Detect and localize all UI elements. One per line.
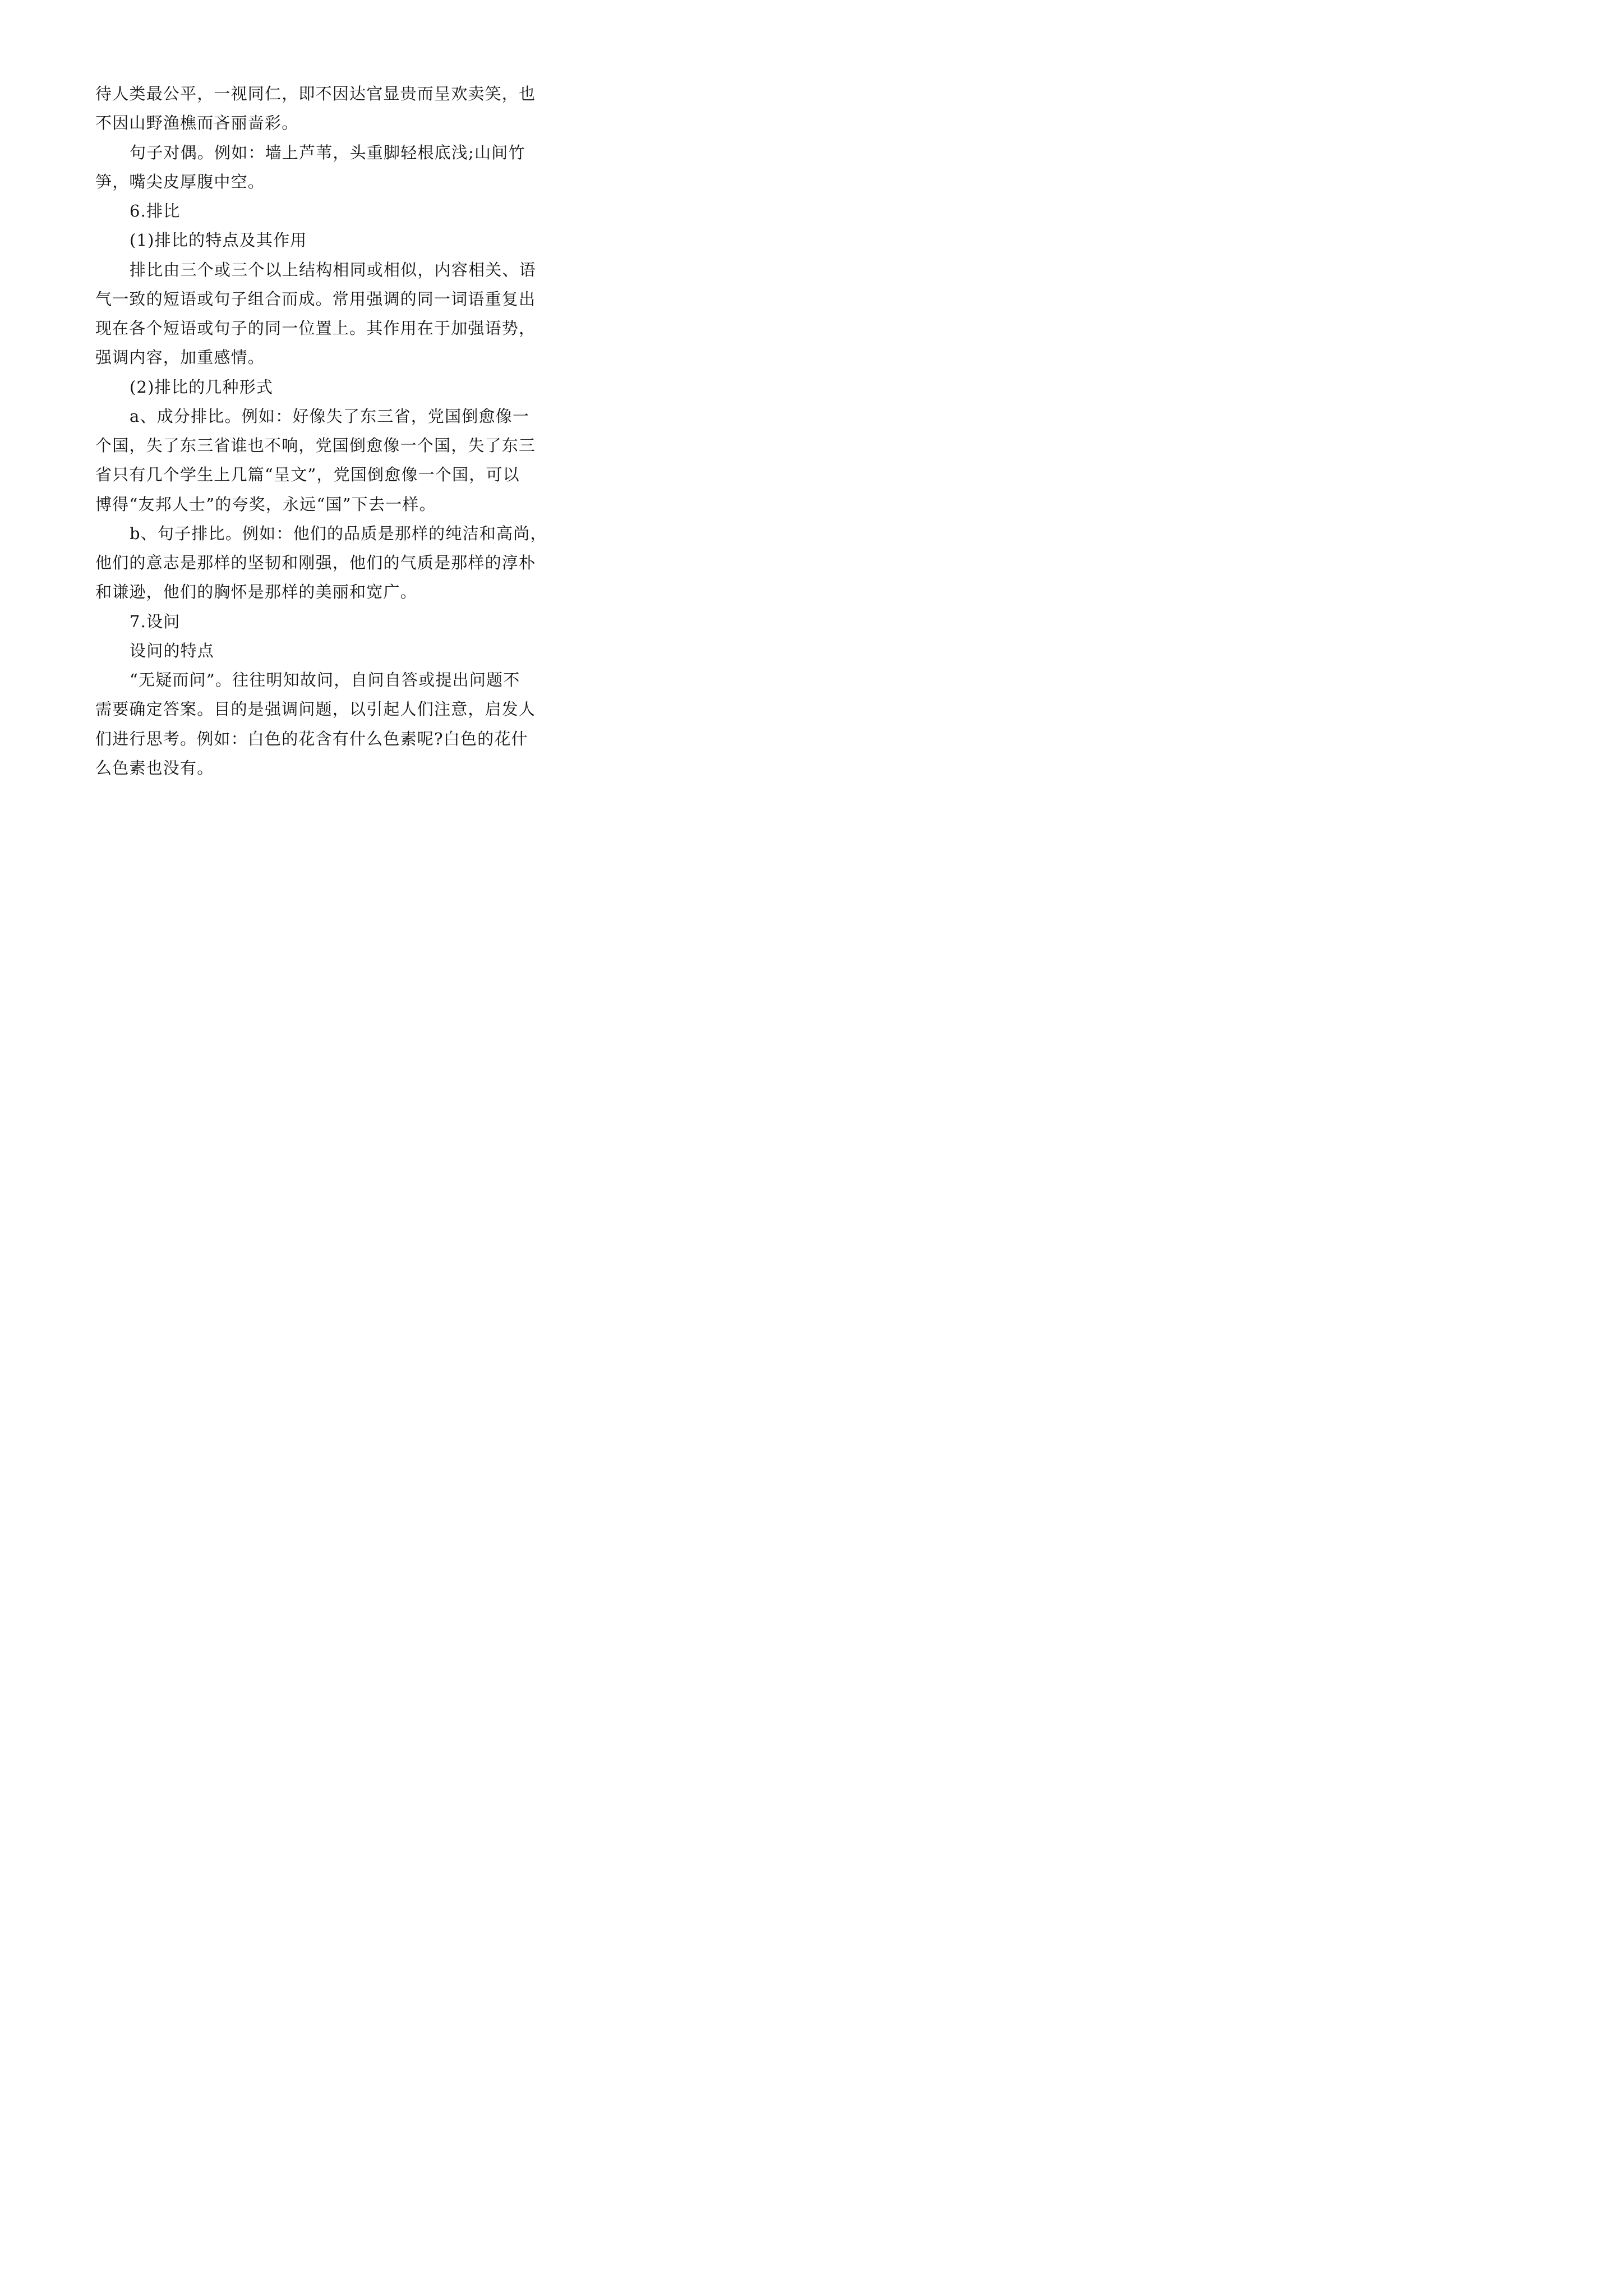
paragraph-line: 不因山野渔樵而吝丽啬彩。 bbox=[95, 113, 299, 132]
paragraph-line: 他们的意志是那样的坚韧和刚强，他们的气质是那样的淳朴 bbox=[95, 553, 536, 572]
paragraph-line: a、成分排比。例如：好像失了东三省，党国倒愈像一 bbox=[130, 407, 530, 426]
paragraph-line: 排比由三个或三个以上结构相同或相似，内容相关、语 bbox=[130, 260, 536, 279]
paragraph-line: 强调内容，加重感情。 bbox=[95, 348, 265, 367]
paragraph-line: 句子对偶。例如：墙上芦苇，头重脚轻根底浅;山间竹 bbox=[130, 143, 525, 162]
subsection-heading: (2)排比的几种形式 bbox=[130, 378, 274, 397]
section-heading: 6.排比 bbox=[130, 201, 181, 220]
paragraph-line: 需要确定答案。目的是强调问题，以引起人们注意，启发人 bbox=[95, 700, 536, 719]
paragraph-line: 和谦逊，他们的胸怀是那样的美丽和宽广。 bbox=[95, 582, 417, 601]
paragraph-line: 博得“友邦人士”的夸奖，永远“国”下去一样。 bbox=[95, 495, 436, 514]
paragraph-line: 现在各个短语或句子的同一位置上。其作用在于加强语势， bbox=[95, 319, 536, 338]
paragraph-line: 气一致的短语或句子组合而成。常用强调的同一词语重复出 bbox=[95, 289, 536, 309]
document-page bbox=[0, 0, 619, 876]
paragraph-line: 待人类最公平，一视同仁，即不因达官显贵而呈欢卖笑，也 bbox=[95, 84, 536, 103]
paragraph-line: 省只有几个学生上几篇“呈文”，党国倒愈像一个国，可以 bbox=[95, 465, 520, 484]
paragraph-line: b、句子排比。例如：他们的品质是那样的纯洁和高尚， bbox=[130, 524, 547, 543]
paragraph-line: 笋，嘴尖皮厚腹中空。 bbox=[95, 172, 265, 191]
subsection-heading: (1)排比的特点及其作用 bbox=[130, 231, 307, 250]
section-heading: 7.设问 bbox=[130, 612, 181, 631]
paragraph-line: “无疑而问”。往往明知故问，自问自答或提出问题不 bbox=[130, 670, 520, 689]
paragraph-line: 们进行思考。例如：白色的花含有什么色素呢?白色的花什 bbox=[95, 729, 528, 748]
paragraph-line: 个国，失了东三省谁也不响，党国倒愈像一个国，失了东三 bbox=[95, 436, 536, 455]
subsection-heading: 设问的特点 bbox=[130, 641, 215, 660]
paragraph-line: 么色素也没有。 bbox=[95, 758, 214, 777]
